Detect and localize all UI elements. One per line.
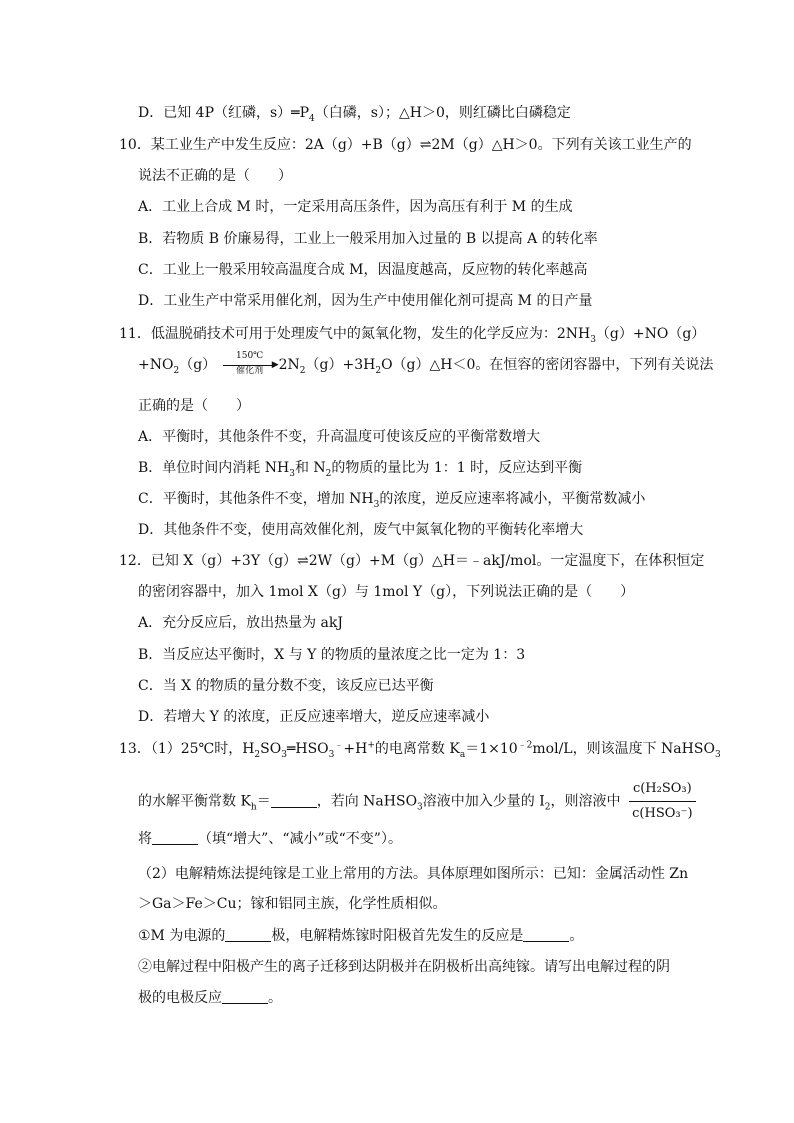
subscript: 3 (289, 468, 295, 479)
stem-text: 2N (278, 357, 300, 373)
subscript: h (250, 802, 257, 813)
stem-text: 。 (569, 928, 584, 944)
stem-text: （g） (179, 357, 217, 373)
answer-blank[interactable] (222, 991, 268, 1004)
fraction-denominator: c(HSO₃⁻) (632, 806, 693, 821)
subscript: 3 (328, 749, 335, 760)
arrow-condition-temperature: 150℃ (236, 351, 264, 361)
question-11-option-a: A．平衡时，其他条件不变，升高温度可使该反应的平衡常数增大 (138, 429, 541, 445)
stem-text: O（g）△H＜0。在恒容的密闭容器中，下列有关说法 (381, 357, 714, 373)
stem-text: 11．低温脱硝技术可用于处理废气中的氮氧化物，发生的化学反应为：2NH (119, 326, 591, 342)
question-13-part-1-stem (119, 739, 721, 759)
subscript: 2 (254, 749, 261, 760)
stem-text: 极的电极反应 (138, 990, 222, 1006)
question-11-option-c (138, 489, 645, 509)
subscript: 3 (417, 802, 423, 813)
stem-text: （g）+NO（g） (595, 326, 706, 342)
subscript: 3 (281, 749, 287, 760)
stem-text: 的电离常数 K (374, 741, 460, 757)
stem-text: ，则溶液中 (550, 793, 621, 810)
answer-blank[interactable] (271, 795, 317, 808)
stem-text: +NO (138, 357, 174, 373)
stem-text: ，若向 NaHSO (316, 793, 418, 810)
stem-text: SO (260, 741, 282, 757)
option-d-red-phosphorus (138, 103, 571, 123)
question-13-part-2-stem: （2）电解精炼法提纯镓是工业上常用的方法。具体原理如图所示：已知：金属活动性 Zn (138, 866, 689, 882)
question-11-option-b (138, 458, 582, 478)
question-10-option-c: C．工业上一般采用较高温度合成 M，因温度越高，反应物的转化率越高 (138, 262, 588, 278)
stem-text: +H (343, 741, 368, 757)
subscript: 2 (299, 365, 306, 376)
option-text: C．平衡时，其他条件不变，增加 NH (138, 491, 374, 507)
stem-text: ＝1×10 (465, 741, 518, 757)
question-10-stem-cont: 说法不正确的是（ ） (138, 168, 292, 184)
superscript: ﹣2 (517, 740, 533, 751)
stem-text: 。 (268, 990, 282, 1006)
stem-text: ═HSO (286, 741, 329, 757)
question-13-sub-2-cont (138, 988, 282, 1008)
reaction-arrow-icon: 150℃ ▶ 催化剂 (221, 355, 279, 375)
question-13-sub-2: ②电解过程中阳极产生的离子迁移到达阴极并在阴极析出高纯镓。请写出电解过程的阴 (138, 959, 670, 975)
answer-blank[interactable] (523, 929, 569, 942)
question-13-sub-1 (138, 926, 583, 946)
option-text: B．单位时间内消耗 NH (138, 460, 290, 476)
stem-text: ＝ (256, 793, 271, 810)
question-11-stem-cont: 正确的是（ ） (138, 398, 250, 414)
answer-blank[interactable] (225, 929, 271, 942)
question-12-stem-cont: 的密闭容器中，加入 1mol X（g）与 1mol Y（g），下列说法正确的是（ ） (138, 584, 635, 600)
question-11-stem (119, 324, 705, 344)
question-12-option-c: C．当 X 的物质的量分数不变，该反应已达平衡 (138, 678, 434, 694)
option-text: 和 N (294, 460, 326, 476)
question-13-part-1-fill (138, 829, 402, 849)
stem-text: 13．（1）25℃时，H (119, 741, 255, 757)
option-text: 的物质的量比为 1：1 时，反应达到平衡 (331, 460, 583, 476)
stem-text: mol/L，则该温度下 NaHSO (532, 741, 715, 757)
subscript: 2 (375, 365, 382, 376)
question-11-equation (138, 351, 714, 376)
question-12-option-b: B．当反应达平衡时，X 与 Y 的物质的量浓度之比一定为 1：3 (138, 647, 526, 663)
question-12-option-a: A．充分反应后，放出热量为 akJ (138, 615, 344, 631)
stem-text: （填“增大”、“减小”或“不变”）。 (198, 831, 402, 847)
option-text: D．已知 4P（红磷，s）═P (138, 105, 310, 121)
arrow-condition-catalyst: 催化剂 (236, 366, 264, 376)
subscript: a (459, 749, 466, 760)
answer-blank[interactable] (152, 832, 198, 845)
stem-text: ①M 为电源的 (138, 928, 226, 944)
question-10-option-d: D．工业生产中常采用催化剂，因为生产中使用催化剂可提高 M 的日产量 (138, 293, 593, 309)
concentration-ratio-fraction (629, 778, 696, 825)
superscript: ﹣ (334, 740, 344, 751)
subscript: 3 (590, 334, 596, 345)
question-13-part-2-stem-cont: ＞Ga＞Fe＞Cu；镓和铝同主族，化学性质相似。 (138, 896, 447, 912)
subscript: 2 (173, 365, 180, 376)
question-12-option-d: D．若增大 Y 的浓度，正反应速率增大，逆反应速率减小 (138, 709, 490, 725)
question-10-option-b: B．若物质 B 价廉易得，工业上一般采用加入过量的 B 以提高 A 的转化率 (138, 231, 598, 247)
superscript: + (367, 740, 375, 751)
question-10-stem: 10．某工业生产中发生反应：2A（g）+B（g）⇌2M（g）△H＞0。下列有关该工业生产的 (119, 137, 692, 153)
question-10-option-a: A．工业上合成 M 时，一定采用高压条件，因为高压有利于 M 的生成 (138, 199, 573, 215)
option-text: 的浓度，逆反应速率将减小，平衡常数减小 (379, 491, 646, 507)
question-12-stem: 12．已知 X（g）+3Y（g）⇌2W（g）+M（g）△H＝﹣akJ/mol。一定温度下，在体积恒定 (119, 553, 705, 569)
subscript: 3 (714, 749, 721, 760)
stem-text: 的水解平衡常数 K (138, 793, 251, 810)
subscript: 2 (325, 468, 332, 479)
subscript: 2 (544, 802, 551, 813)
option-text: （白磷，s）；△H＞0，则红磷比白磷稳定 (314, 105, 571, 121)
subscript: 3 (373, 499, 380, 510)
stem-text: 极，电解精炼镓时阳极首先发生的反应是 (271, 928, 524, 944)
subscript: 4 (309, 113, 315, 124)
stem-text: 将 (138, 831, 152, 847)
question-11-option-d: D．其他条件不变，使用高效催化剂，废气中氮氧化物的平衡转化率增大 (138, 522, 584, 538)
stem-text: （g）+3H (305, 357, 376, 373)
question-13-part-1-hydrolysis (138, 778, 696, 825)
stem-text: 溶液中加入少量的 I (422, 793, 545, 810)
fraction-numerator: c(H₂SO₃) (629, 778, 696, 802)
